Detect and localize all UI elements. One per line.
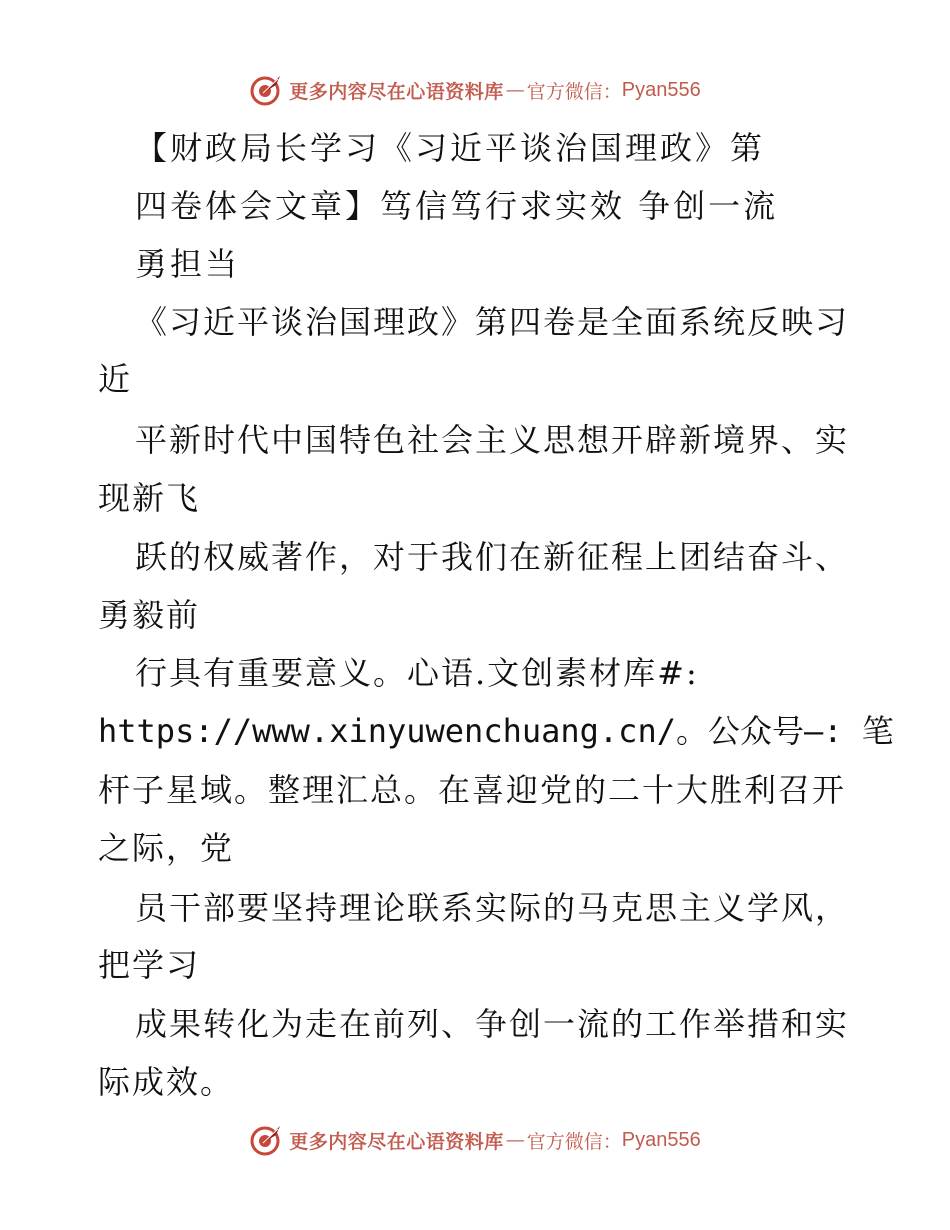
title-line-2: 四卷体会文章】笃信笃行求实效 争创一流	[135, 187, 779, 225]
body-line: 际成效。	[98, 1063, 235, 1101]
body-line: 平新时代中国特色社会主义思想开辟新境界、实	[135, 421, 850, 459]
body-line: 成果转化为走在前列、争创一流的工作举措和实	[135, 1005, 850, 1043]
footer-watermark	[0, 1120, 950, 1160]
title-line-1: 【财政局长学习《习近平谈治国理政》第	[135, 129, 766, 167]
body-line: 近	[98, 360, 133, 398]
body-line: 《习近平谈治国理政》第四卷是全面系统反映习	[135, 303, 850, 341]
watermark-text: 更多内容尽在心语资料库	[289, 1130, 504, 1153]
watermark-wechat-id: Pyan556	[621, 78, 701, 101]
body-line: 勇毅前	[98, 596, 201, 634]
watermark-dash: —	[505, 79, 525, 101]
body-line: 之际，党	[98, 829, 235, 867]
body-line: 把学习	[98, 946, 201, 984]
body-line: 现新飞	[98, 479, 201, 517]
watermark-text: 更多内容尽在心语资料库	[289, 80, 504, 103]
body-line: 杆子星域。整理汇总。在喜迎党的二十大胜利召开	[98, 771, 847, 809]
watermark-wechat-label: 官方微信：	[526, 80, 622, 103]
body-line: 行具有重要意义。心语.文创素材库#:	[135, 654, 699, 692]
watermark-wechat-label: 官方微信：	[526, 1130, 622, 1153]
body-line-url: https://www.xinyuwenchuang.cn/。公众号—: 笔	[98, 712, 894, 750]
title-line-3: 勇担当	[135, 245, 241, 283]
quill-logo-icon	[249, 1123, 283, 1157]
body-line: 员干部要坚持理论联系实际的马克思主义学风，	[135, 889, 850, 927]
body-line: 跃的权威著作，对于我们在新征程上团结奋斗、	[135, 538, 850, 576]
watermark-wechat-id: Pyan556	[621, 1128, 701, 1151]
watermark-dash: —	[505, 1129, 525, 1151]
